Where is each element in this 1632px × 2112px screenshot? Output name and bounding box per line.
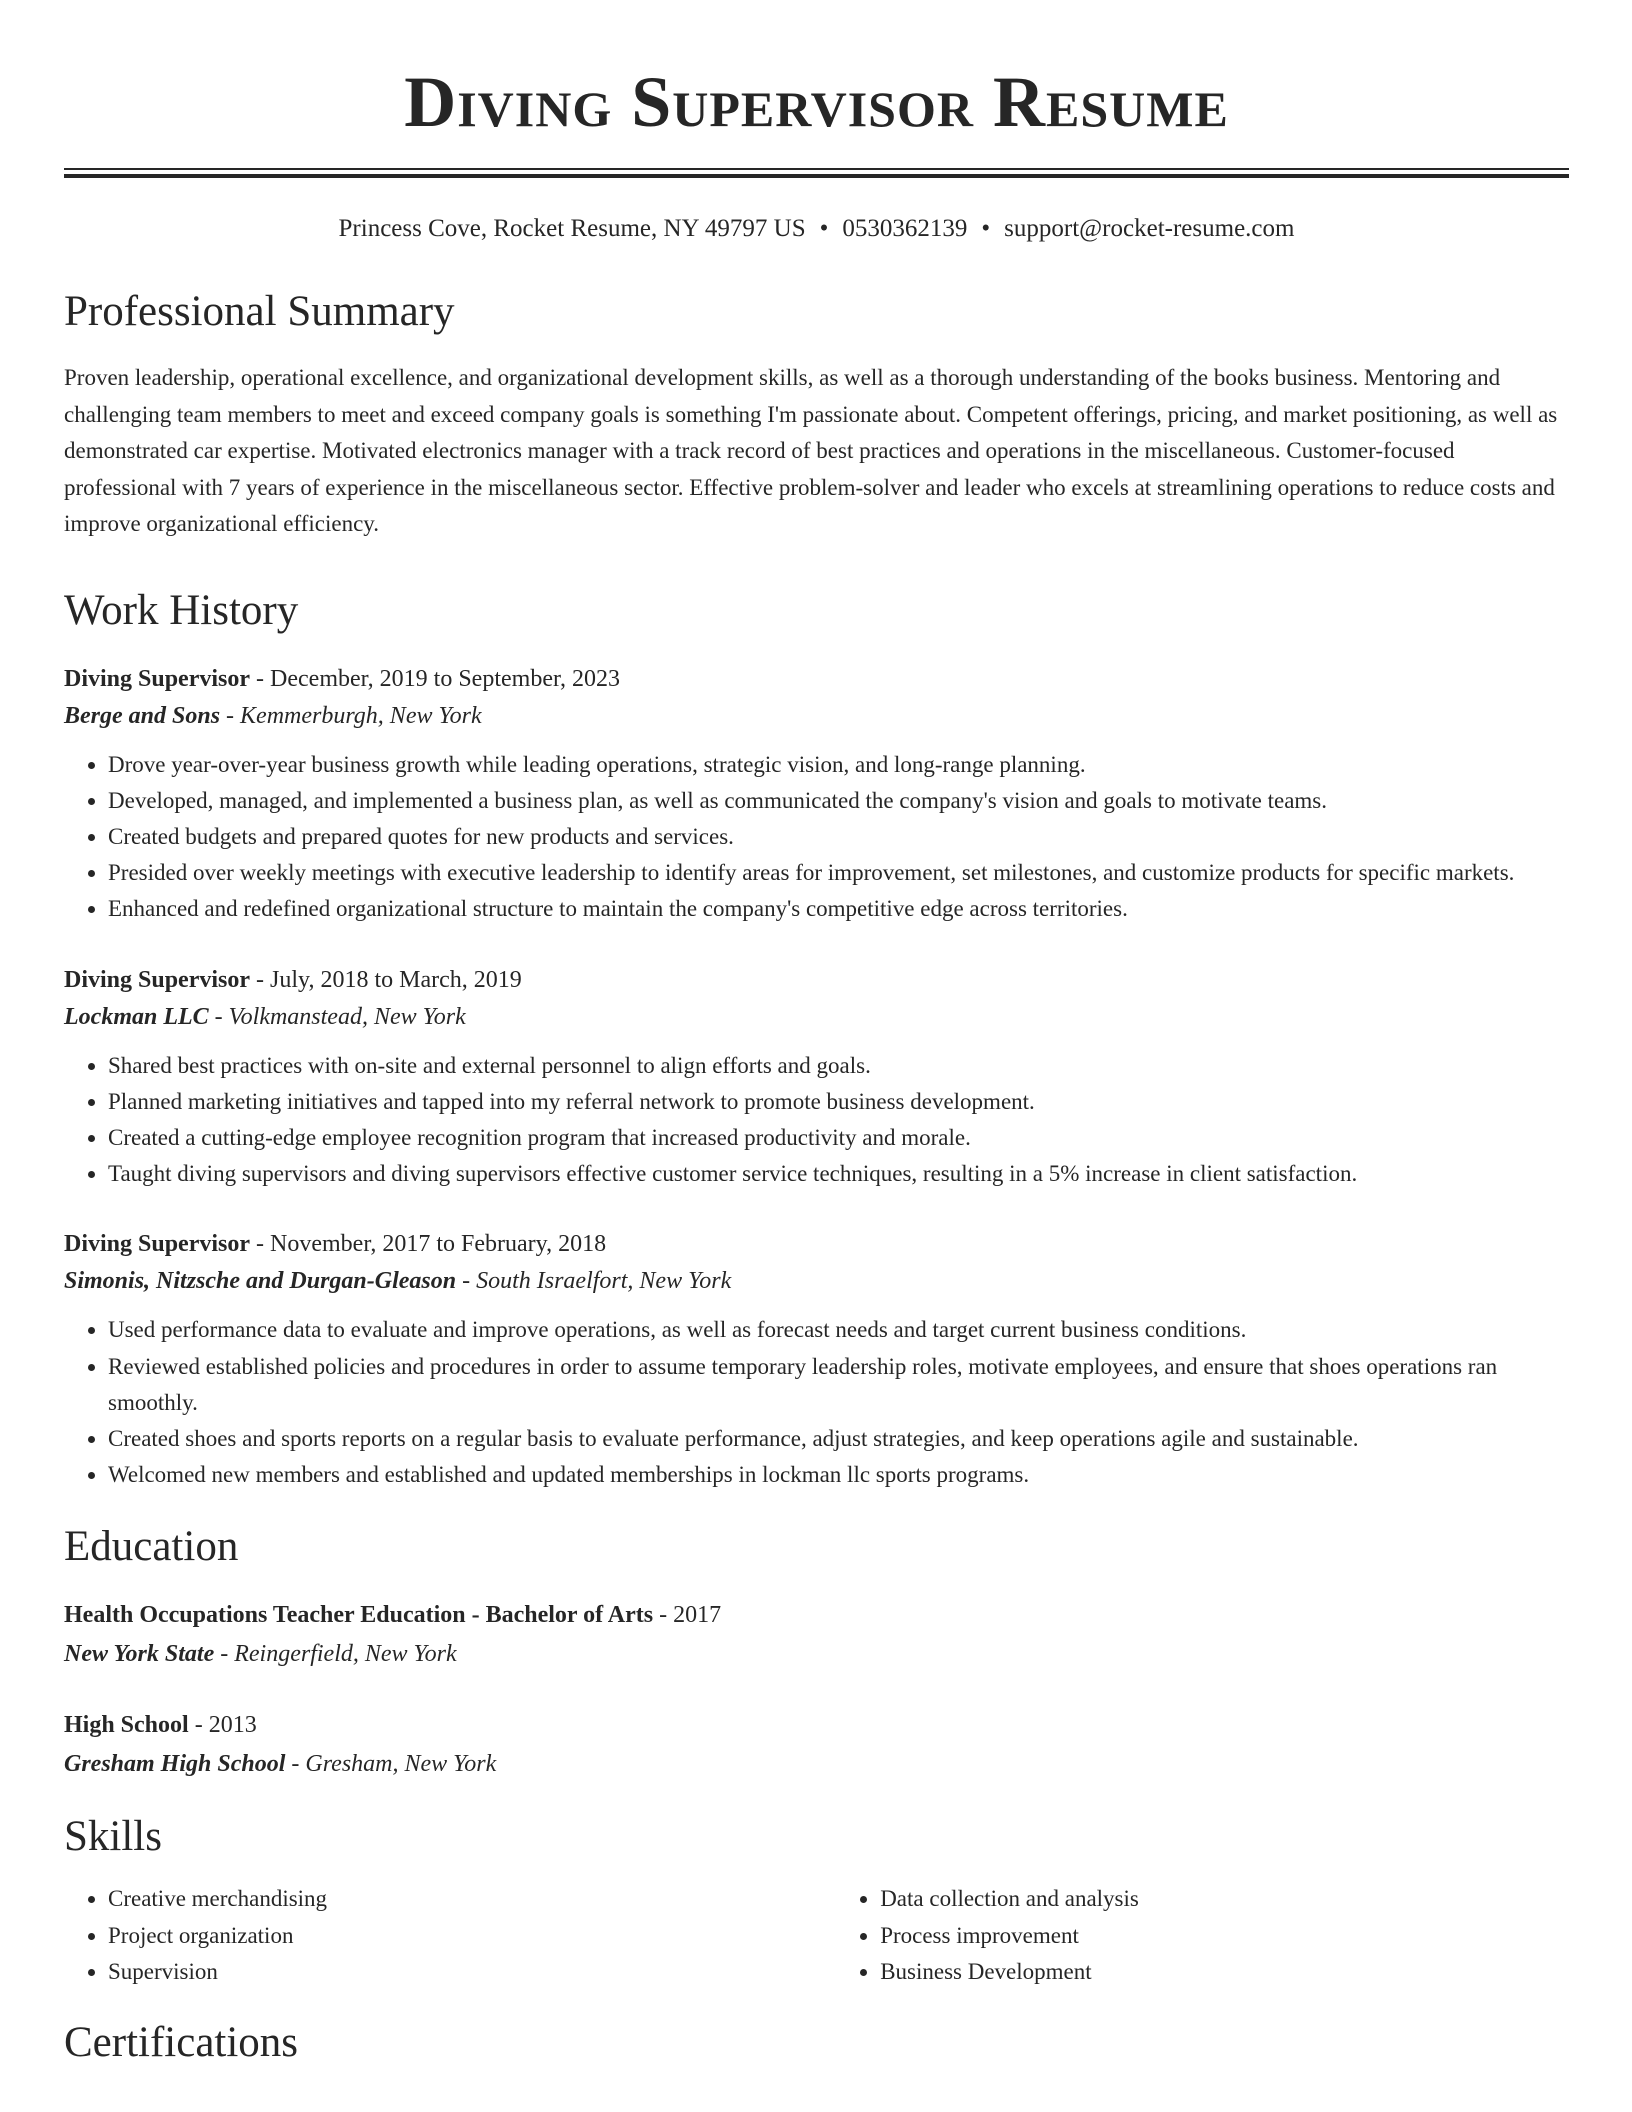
- resume-page: [64, 0, 1569, 2067]
- job-dates: - December, 2019 to September, 2023: [250, 665, 621, 692]
- education-degree: Health Occupations Teacher Education - Bachelor of Arts: [64, 1602, 654, 1629]
- job-bullet: • Planned marketing initiatives and tapped into my referral network to promote business development.: [108, 1084, 1569, 1120]
- contact-phone: 0530362139: [842, 215, 968, 242]
- education-year: - 2013: [188, 1712, 257, 1739]
- education-school: New York State: [64, 1641, 215, 1668]
- job-entry: [64, 962, 1569, 1193]
- job-location: - Volkmanstead, New York: [208, 1003, 466, 1030]
- skill-item: • Creative merchandising: [108, 1881, 836, 1918]
- job-company: Simonis, Nitzsche and Durgan-Gleason: [64, 1268, 457, 1295]
- job-dates: - November, 2017 to February, 2018: [250, 1231, 607, 1258]
- skill-item: • Business Development: [880, 1954, 1569, 1991]
- summary-text: Proven leadership, operational excellence, and organizational development skills, as well as a thorough understanding of the books business. Mentoring and challenging team members to meet and exceed company goals is something I'm passionate about. Competent offerings, pricing, and market positioning, as well as demonstrated car expertise. Motivated electronics manager with a track record of best practices and operations in the miscellaneous. Customer-focused professional with 7 years of experience in the miscellaneous sector. Effective problem-solver and leader who excels at streamlining operations to reduce costs and improve organizational efficiency.: [64, 365, 1558, 536]
- job-bullet: • Drove year-over-year business growth while leading operations, strategic vision, and long-range planning.: [108, 747, 1569, 783]
- job-dates: - July, 2018 to March, 2019: [250, 966, 522, 993]
- job-role: Diving Supervisor: [64, 665, 251, 692]
- contact-email: support@rocket-resume.com: [1004, 215, 1295, 242]
- job-bullet: • Used performance data to evaluate and improve operations, as well as forecast needs and target current business conditions.: [108, 1312, 1569, 1348]
- skills-column-left: [64, 1881, 836, 1991]
- job-location: - South Israelfort, New York: [456, 1268, 732, 1295]
- contact-address: Princess Cove, Rocket Resume, NY 49797 US: [338, 215, 806, 242]
- education-entry: [64, 1707, 1569, 1783]
- skills-column-right: [836, 1881, 1569, 1991]
- education-school: Gresham High School: [64, 1751, 286, 1778]
- job-company: Lockman LLC: [64, 1003, 209, 1030]
- education-heading: Education: [64, 1523, 239, 1571]
- resume-title: Diving Supervisor Resume: [404, 62, 1229, 142]
- job-bullet: • Presided over weekly meetings with executive leadership to identify areas for improvement, set milestones, and customize products for specific markets.: [108, 855, 1569, 891]
- certifications-heading: Certifications: [64, 2018, 299, 2066]
- job-role: Diving Supervisor: [64, 966, 251, 993]
- job-bullet: • Welcomed new members and established and updated memberships in lockman llc sports programs.: [108, 1457, 1569, 1493]
- skill-item: • Data collection and analysis: [880, 1881, 1569, 1918]
- job-location: - Kemmerburgh, New York: [220, 702, 482, 729]
- job-bullet: • Developed, managed, and implemented a business plan, as well as communicated the company's vision and goals to motivate teams.: [108, 783, 1569, 819]
- skill-item: • Project organization: [108, 1918, 836, 1955]
- job-bullets: [64, 1312, 1569, 1493]
- education-entry: [64, 1597, 1569, 1673]
- job-role: Diving Supervisor: [64, 1231, 251, 1258]
- job-company: Berge and Sons: [64, 702, 221, 729]
- contact-separator: •: [981, 215, 991, 242]
- job-bullet: • Created budgets and prepared quotes for new products and services.: [108, 819, 1569, 855]
- skill-item: • Supervision: [108, 1954, 836, 1991]
- summary-heading: Professional Summary: [64, 288, 455, 335]
- title-divider: [64, 168, 1569, 178]
- work-history-heading: Work History: [64, 586, 299, 634]
- job-bullet: • Shared best practices with on-site and external personnel to align efforts and goals.: [108, 1048, 1569, 1084]
- contact-separator: •: [819, 215, 829, 242]
- skill-item: • Process improvement: [880, 1918, 1569, 1955]
- job-bullet: • Enhanced and redefined organizational structure to maintain the company's competitive edge across territories.: [108, 891, 1569, 927]
- job-entry: [64, 1226, 1569, 1493]
- education-degree: High School: [64, 1712, 189, 1739]
- education-year: - 2017: [653, 1602, 722, 1629]
- skills-list: [64, 1881, 1569, 1991]
- contact-info: [64, 214, 1569, 244]
- education-location: - Gresham, New York: [285, 1751, 497, 1778]
- job-bullet: • Taught diving supervisors and diving supervisors effective customer service techniques, resulting in a 5% increase in client satisfaction.: [108, 1156, 1569, 1192]
- education-location: - Reingerfield, New York: [214, 1641, 457, 1668]
- job-bullet: • Created a cutting-edge employee recognition program that increased productivity and morale.: [108, 1120, 1569, 1156]
- job-entry: [64, 661, 1569, 928]
- skills-heading: Skills: [64, 1813, 162, 1861]
- job-bullet: • Created shoes and sports reports on a regular basis to evaluate performance, adjust strategies, and keep operations agile and sustainable.: [108, 1421, 1569, 1457]
- job-bullets: [64, 747, 1569, 928]
- job-bullets: [64, 1048, 1569, 1193]
- job-bullet: • Reviewed established policies and procedures in order to assume temporary leadership roles, motivate employees, and ensure that shoes operations ran smoothly.: [108, 1349, 1569, 1421]
